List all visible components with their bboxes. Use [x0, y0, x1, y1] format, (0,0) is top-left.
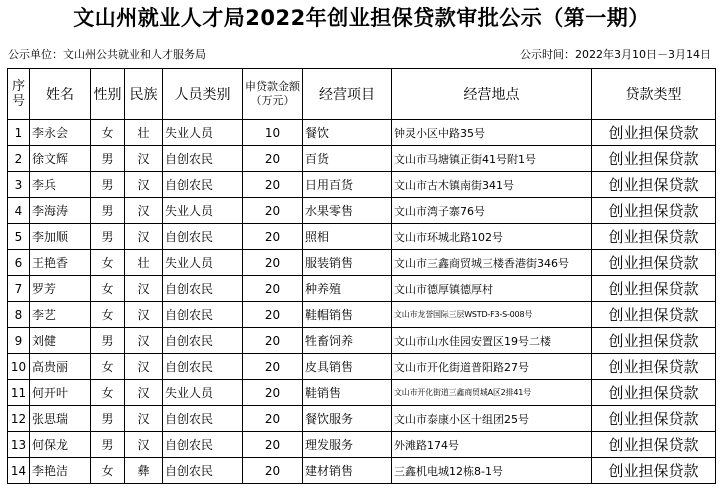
- row-seq: 6: [8, 250, 30, 276]
- row-amount: 20: [243, 172, 303, 198]
- row-seq: 13: [8, 432, 30, 458]
- row-ethnicity: 汉: [125, 406, 163, 432]
- row-location: 文山市龙誉国际三层WSTD-F3-S-008号: [392, 302, 592, 328]
- row-seq: 5: [8, 224, 30, 250]
- row-ethnicity: 汉: [125, 146, 163, 172]
- row-category: 自创农民: [163, 172, 243, 198]
- table-row: [8, 198, 716, 224]
- row-gender: 男: [91, 406, 125, 432]
- row-name: 李加顺: [30, 224, 91, 250]
- row-ethnicity: 壮: [125, 250, 163, 276]
- row-name: 李艳洁: [30, 458, 91, 484]
- row-gender: 女: [91, 250, 125, 276]
- row-name: 何开叶: [30, 380, 91, 406]
- row-gender: 男: [91, 328, 125, 354]
- row-name: 高贵丽: [30, 354, 91, 380]
- row-amount: 20: [243, 146, 303, 172]
- row-loan-type: 创业担保贷款: [592, 458, 716, 484]
- row-gender: 男: [91, 198, 125, 224]
- row-category: 失业人员: [163, 198, 243, 224]
- table-row: [8, 146, 716, 172]
- row-ethnicity: 彝: [125, 458, 163, 484]
- row-location: 外滩路174号: [392, 432, 592, 458]
- row-location: 钟灵小区中路35号: [392, 120, 592, 146]
- row-seq: 7: [8, 276, 30, 302]
- row-amount: 20: [243, 250, 303, 276]
- row-ethnicity: 汉: [125, 302, 163, 328]
- row-loan-type: 创业担保贷款: [592, 198, 716, 224]
- table-row: [8, 432, 716, 458]
- loan-table: [7, 68, 716, 484]
- row-amount: 20: [243, 380, 303, 406]
- row-location: 文山市泰康小区十组团25号: [392, 406, 592, 432]
- row-amount: 20: [243, 406, 303, 432]
- notice-meta: [0, 42, 723, 64]
- row-gender: 女: [91, 458, 125, 484]
- header-loan-type: 贷款类型: [592, 69, 716, 120]
- row-amount: 20: [243, 458, 303, 484]
- row-category: 自创农民: [163, 432, 243, 458]
- row-loan-type: 创业担保贷款: [592, 432, 716, 458]
- row-gender: 男: [91, 146, 125, 172]
- page-title: 文山州就业人才局2022年创业担保贷款审批公示（第一期）: [73, 6, 650, 30]
- row-seq: 11: [8, 380, 30, 406]
- row-loan-type: 创业担保贷款: [592, 120, 716, 146]
- row-ethnicity: 壮: [125, 120, 163, 146]
- row-amount: 10: [243, 120, 303, 146]
- table-row: [8, 354, 716, 380]
- header-category: 人员类别: [163, 69, 243, 120]
- row-location: 文山市马塘镇正街41号附1号: [392, 146, 592, 172]
- row-loan-type: 创业担保贷款: [592, 328, 716, 354]
- row-category: 自创农民: [163, 302, 243, 328]
- header-amount: 申贷款金额（万元）: [243, 69, 303, 120]
- row-project: 理发服务: [303, 432, 392, 458]
- table-row: [8, 406, 716, 432]
- row-project: 牲畜饲养: [303, 328, 392, 354]
- row-project: 水果零售: [303, 198, 392, 224]
- row-gender: 女: [91, 120, 125, 146]
- row-location: 文山市开化街道三鑫商贸城A区2排41号: [392, 380, 592, 406]
- table-row: [8, 172, 716, 198]
- row-gender: 男: [91, 432, 125, 458]
- row-location: 文山市三鑫商贸城三楼香港街346号: [392, 250, 592, 276]
- table-row: [8, 224, 716, 250]
- row-project: 餐饮: [303, 120, 392, 146]
- header-gender: 性别: [91, 69, 125, 120]
- row-project: 百货: [303, 146, 392, 172]
- table-row: [8, 458, 716, 484]
- row-loan-type: 创业担保贷款: [592, 354, 716, 380]
- header-seq: 序号: [8, 69, 30, 120]
- row-ethnicity: 汉: [125, 172, 163, 198]
- row-ethnicity: 汉: [125, 380, 163, 406]
- row-loan-type: 创业担保贷款: [592, 224, 716, 250]
- row-name: 李艺: [30, 302, 91, 328]
- row-name: 刘健: [30, 328, 91, 354]
- row-ethnicity: 汉: [125, 432, 163, 458]
- row-seq: 10: [8, 354, 30, 380]
- row-amount: 20: [243, 276, 303, 302]
- row-project: 鞋销售: [303, 380, 392, 406]
- row-location: 三鑫机电城12栋8-1号: [392, 458, 592, 484]
- row-category: 自创农民: [163, 146, 243, 172]
- row-project: 种养殖: [303, 276, 392, 302]
- row-amount: 20: [243, 302, 303, 328]
- table-header-row: [8, 69, 716, 120]
- row-gender: 女: [91, 354, 125, 380]
- row-ethnicity: 汉: [125, 276, 163, 302]
- row-gender: 女: [91, 276, 125, 302]
- row-category: 自创农民: [163, 406, 243, 432]
- header-name: 姓名: [30, 69, 91, 120]
- row-seq: 12: [8, 406, 30, 432]
- header-location: 经营地点: [392, 69, 592, 120]
- table-row: [8, 380, 716, 406]
- row-location: 文山市德厚镇德厚村: [392, 276, 592, 302]
- header-project: 经营项目: [303, 69, 392, 120]
- row-project: 餐饮服务: [303, 406, 392, 432]
- row-category: 失业人员: [163, 380, 243, 406]
- row-category: 失业人员: [163, 250, 243, 276]
- row-ethnicity: 汉: [125, 354, 163, 380]
- table-row: [8, 276, 716, 302]
- row-project: 服装销售: [303, 250, 392, 276]
- row-gender: 男: [91, 224, 125, 250]
- row-project: 建材销售: [303, 458, 392, 484]
- publisher-label: 公示单位：文山州公共就业和人才服务局: [8, 48, 206, 61]
- row-loan-type: 创业担保贷款: [592, 406, 716, 432]
- row-category: 自创农民: [163, 328, 243, 354]
- row-location: 文山市古木镇南街341号: [392, 172, 592, 198]
- row-seq: 3: [8, 172, 30, 198]
- row-gender: 男: [91, 172, 125, 198]
- row-category: 自创农民: [163, 458, 243, 484]
- row-gender: 女: [91, 380, 125, 406]
- row-name: 李海涛: [30, 198, 91, 224]
- row-project: 日用百货: [303, 172, 392, 198]
- row-location: 文山市湾子寨76号: [392, 198, 592, 224]
- row-location: 文山市环城北路102号: [392, 224, 592, 250]
- row-category: 自创农民: [163, 224, 243, 250]
- row-category: 失业人员: [163, 120, 243, 146]
- row-category: 自创农民: [163, 354, 243, 380]
- row-name: 何保龙: [30, 432, 91, 458]
- row-amount: 20: [243, 198, 303, 224]
- row-amount: 20: [243, 224, 303, 250]
- row-name: 张思瑞: [30, 406, 91, 432]
- row-seq: 14: [8, 458, 30, 484]
- row-project: 鞋帽销售: [303, 302, 392, 328]
- row-seq: 8: [8, 302, 30, 328]
- row-name: 王艳香: [30, 250, 91, 276]
- row-gender: 女: [91, 302, 125, 328]
- row-category: 自创农民: [163, 276, 243, 302]
- row-seq: 1: [8, 120, 30, 146]
- row-amount: 20: [243, 432, 303, 458]
- row-seq: 4: [8, 198, 30, 224]
- row-seq: 9: [8, 328, 30, 354]
- row-amount: 20: [243, 354, 303, 380]
- period-label: 公示时间：2022年3月10日－3月14日: [520, 48, 711, 61]
- row-loan-type: 创业担保贷款: [592, 380, 716, 406]
- header-ethnicity: 民族: [125, 69, 163, 120]
- row-loan-type: 创业担保贷款: [592, 302, 716, 328]
- row-ethnicity: 汉: [125, 328, 163, 354]
- row-ethnicity: 汉: [125, 198, 163, 224]
- row-loan-type: 创业担保贷款: [592, 172, 716, 198]
- row-loan-type: 创业担保贷款: [592, 146, 716, 172]
- row-name: 罗芳: [30, 276, 91, 302]
- table-row: [8, 120, 716, 146]
- row-seq: 2: [8, 146, 30, 172]
- row-loan-type: 创业担保贷款: [592, 250, 716, 276]
- row-project: 照相: [303, 224, 392, 250]
- row-ethnicity: 汉: [125, 224, 163, 250]
- table-row: [8, 328, 716, 354]
- row-amount: 20: [243, 328, 303, 354]
- row-location: 文山市山水佳园安置区19号二楼: [392, 328, 592, 354]
- row-name: 徐文辉: [30, 146, 91, 172]
- row-location: 文山市开化街道普阳路27号: [392, 354, 592, 380]
- row-loan-type: 创业担保贷款: [592, 276, 716, 302]
- row-name: 李永会: [30, 120, 91, 146]
- table-row: [8, 250, 716, 276]
- row-name: 李兵: [30, 172, 91, 198]
- table-row: [8, 302, 716, 328]
- row-project: 皮具销售: [303, 354, 392, 380]
